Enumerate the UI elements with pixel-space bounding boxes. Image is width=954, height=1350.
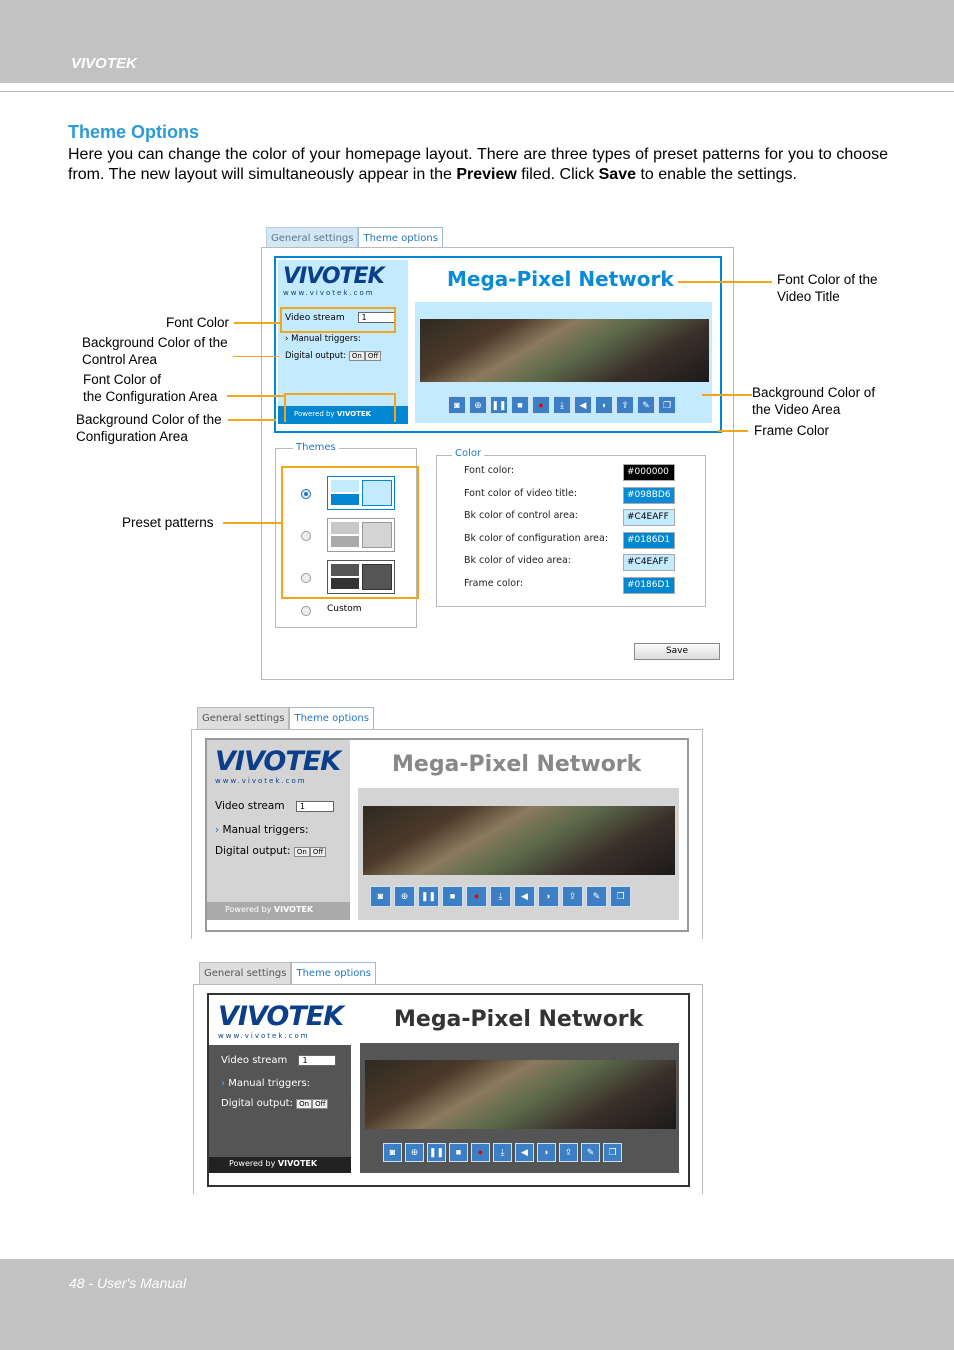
callout-frame: Frame Color [754,423,830,438]
fig1-video-stream-select[interactable]: 1 [358,312,396,323]
record-icon[interactable]: ● [532,396,550,414]
color-legend: Color [452,448,484,459]
fig2-tabs [197,707,374,730]
fig3-off-button[interactable]: Off [312,1099,328,1109]
fig1-icon-bar [448,396,676,414]
callout-bg-config-line2: Configuration Area [76,429,188,444]
fig3-logo-sub: www.vivotek.com [218,1032,310,1040]
stop-icon[interactable]: ■ [442,886,463,907]
fig3-on-button[interactable]: On [296,1099,312,1109]
color-input[interactable]: #C4EAFF [623,509,675,526]
leader-bg-video [702,394,752,396]
color-input[interactable]: #0186D1 [623,577,675,594]
fig2-manual-triggers-label: Manual triggers: [222,824,309,836]
fig2-on-button[interactable]: On [294,847,310,857]
upload-icon[interactable]: ⇪ [559,1143,578,1162]
color-input[interactable]: #0186D1 [623,532,675,549]
fig3-powered-logo: VIVOTEK [277,1159,318,1168]
leader-preset [223,522,281,524]
fig2-video-title: Mega-Pixel Network [392,752,642,777]
tab-theme-options[interactable]: Theme options [358,227,443,250]
stop-icon[interactable]: ■ [511,396,529,414]
callout-box-font-color [280,307,396,333]
intro-text-2: filed. Click [516,165,599,183]
mic-icon[interactable]: ✎ [586,886,607,907]
fig1-video-image [420,319,709,382]
fig2-video-stream-select[interactable]: 1 [296,801,334,812]
intro-bold-save: Save [598,165,636,183]
pause-icon[interactable]: ❚❚ [490,396,508,414]
fig3-video-stream-select[interactable]: 1 [298,1055,336,1066]
fig1-logo [283,264,384,297]
fig2-off-button[interactable]: Off [310,847,326,857]
callout-font-config-line2: the Configuration Area [83,389,218,404]
fig1-video-title: Mega-Pixel Network [447,267,674,291]
tab-general-settings[interactable]: General settings [266,227,358,250]
pause-icon[interactable]: ❚❚ [418,886,439,907]
fig2-icon-bar [370,886,631,907]
fig1-off-button[interactable]: Off [365,351,381,361]
callout-bg-control-line1: Background Color of the [82,335,228,350]
talk-icon[interactable]: ◗ [538,886,559,907]
fig3-tab-theme-options[interactable]: Theme options [291,962,376,985]
themes-legend: Themes [293,442,339,453]
intro-text-1: Here you can change the color of your homepage layout. There are three types of preset patterns for you to choose from. The new layout will simultaneously appear in the [68,146,888,183]
fig1-powered-by: Powered by [294,410,335,418]
fullscreen-icon[interactable]: ❐ [610,886,631,907]
record-icon[interactable]: ● [471,1143,490,1162]
zoom-icon[interactable]: ⊕ [405,1143,424,1162]
fig2-tab-theme-options[interactable]: Theme options [289,707,374,730]
callout-font-color: Font Color [166,315,230,330]
callout-box-presets [281,466,419,599]
mic-icon[interactable]: ✎ [637,396,655,414]
snapshot-icon[interactable]: ⤓ [490,886,511,907]
color-input[interactable]: #098BD6 [623,487,675,504]
page-number: 48 - User's Manual [69,1275,187,1291]
fig2-video-stream-label: Video stream [215,800,285,812]
section-title: Theme Options [68,122,200,142]
fig2-tab-general-settings[interactable]: General settings [197,707,289,730]
leader-bg-config [228,419,276,421]
fig1-logo-text: VIVOTEK [283,264,384,289]
stop-icon[interactable]: ■ [449,1143,468,1162]
zoom-icon[interactable]: ⊕ [469,396,487,414]
callout-bg-video-line1: Background Color of [752,385,876,400]
fig3-manual-triggers[interactable]: › Manual triggers: [221,1078,311,1089]
page-header [0,0,954,83]
fig2-video-image [363,806,675,875]
fig2-video-stream-row [215,800,334,812]
fig2-logo-text: VIVOTEK [215,746,341,777]
fig3-powered-by: Powered by [229,1159,276,1168]
fig3-video-image [365,1060,676,1129]
fig3-video-title: Mega-Pixel Network [394,1007,644,1032]
fig2-digital-output-label: Digital output: [215,845,291,857]
leader-font-color [234,322,280,324]
volume-icon[interactable]: ◀ [515,1143,534,1162]
callout-preset: Preset patterns [122,515,214,530]
fig3-logo-text: VIVOTEK [218,1001,344,1032]
theme-radio-custom[interactable] [301,606,311,616]
talk-icon[interactable]: ◗ [537,1143,556,1162]
fig3-tabs [199,962,376,985]
callout-bg-video-line2: the Video Area [752,402,841,417]
callout-font-config [83,371,217,405]
fig2-digital-output-row [215,845,326,857]
fullscreen-icon[interactable]: ❐ [603,1143,622,1162]
fig3-digital-output-row [221,1098,328,1109]
camera-icon[interactable]: ◙ [370,886,391,907]
leader-title-color [678,281,772,283]
leader-bg-control [233,356,279,357]
header-brand: VIVOTEK [71,55,137,72]
color-label: Font color: [464,465,515,476]
intro-paragraph [68,145,888,184]
fig1-logo-sub: www.vivotek.com [283,289,375,297]
fig3-config-area [209,1157,351,1173]
save-button[interactable]: Save [634,643,720,660]
callout-font-config-line1: Font Color of [83,372,162,387]
camera-icon[interactable]: ◙ [448,396,466,414]
fig1-manual-triggers[interactable]: › Manual triggers: [285,334,361,344]
page-footer [0,1259,954,1350]
callout-title-color-line1: Font Color of the [777,272,878,287]
intro-bold-preview: Preview [456,165,517,183]
fig2-powered-logo: VIVOTEK [273,905,314,914]
callout-box-config-font [284,393,396,422]
fig3-logo [218,1001,343,1040]
fig1-manual-triggers-label: Manual triggers: [291,334,361,344]
color-label: Bk color of video area: [464,555,571,566]
fig2-logo-sub: www.vivotek.com [215,777,307,785]
fig3-digital-output-label: Digital output: [221,1098,293,1109]
upload-icon[interactable]: ⇪ [616,396,634,414]
volume-icon[interactable]: ◀ [514,886,535,907]
custom-label: Custom [327,604,362,614]
camera-icon[interactable]: ◙ [383,1143,402,1162]
fig2-config-area [207,902,350,920]
fig2-manual-triggers[interactable]: › Manual triggers: [215,824,309,836]
callout-title-color-line2: Video Title [777,289,840,304]
leader-frame [718,430,748,432]
callout-bg-video [752,384,875,418]
fig3-manual-triggers-label: Manual triggers: [228,1078,311,1089]
color-label: Bk color of configuration area: [464,532,609,544]
color-input[interactable]: #000000 [623,464,675,481]
fig3-icon-bar [383,1143,622,1162]
callout-bg-config-line1: Background Color of the [76,412,222,427]
fig2-powered-by: Powered by [225,905,272,914]
callout-title-color [777,271,878,305]
color-label: Frame color: [464,577,524,589]
fig1-digital-output-row [285,351,381,361]
color-label: Font color of video title: [464,487,578,499]
snapshot-icon[interactable]: ⤓ [553,396,571,414]
record-icon[interactable]: ● [466,886,487,907]
fig2-logo [215,746,340,785]
zoom-icon[interactable]: ⊕ [394,886,415,907]
fig1-video-stream-label: Video stream [285,313,345,323]
callout-bg-config [76,411,222,445]
fig1-powered-logo: VIVOTEK [336,410,372,418]
fig1-digital-output-label: Digital output: [285,351,347,361]
fullscreen-icon[interactable]: ❐ [658,396,676,414]
leader-font-config [227,395,284,397]
volume-icon[interactable]: ◀ [574,396,592,414]
fig3-tab-general-settings[interactable]: General settings [199,962,291,985]
color-input[interactable]: #C4EAFF [623,554,675,571]
upload-icon[interactable]: ⇪ [562,886,583,907]
color-label: Bk color of control area: [464,510,578,521]
fig3-video-stream-row [221,1055,336,1066]
mic-icon[interactable]: ✎ [581,1143,600,1162]
talk-icon[interactable]: ◗ [595,396,613,414]
header-rule [0,91,954,92]
intro-text-3: to enable the settings. [636,165,797,183]
snapshot-icon[interactable]: ⤓ [493,1143,512,1162]
callout-bg-control [82,334,228,368]
pause-icon[interactable]: ❚❚ [427,1143,446,1162]
fig1-on-button[interactable]: On [349,351,365,361]
callout-bg-control-line2: Control Area [82,352,158,367]
fig3-video-stream-label: Video stream [221,1055,288,1066]
